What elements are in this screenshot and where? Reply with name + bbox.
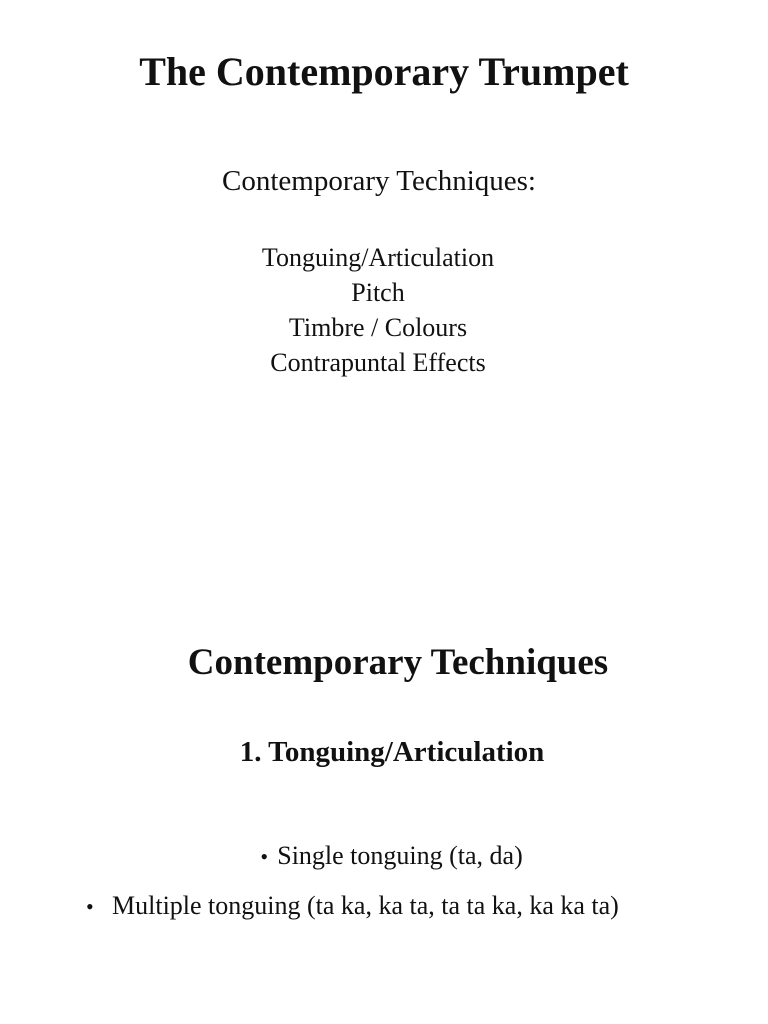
bullet-item	[0, 838, 768, 875]
slide-subtitle: Contemporary Techniques:	[222, 165, 536, 197]
slide-2	[0, 512, 768, 1024]
section-heading: 1. Tonguing/Articulation	[239, 736, 545, 768]
bullet-icon: •	[260, 844, 269, 869]
slide-title: Contemporary Techniques	[187, 642, 609, 683]
bullet-icon: •	[86, 894, 94, 919]
topic-item: Timbre / Colours	[288, 313, 468, 342]
bullet-text: Single tonguing (ta, da)	[277, 841, 523, 870]
slide-title: The Contemporary Trumpet	[139, 49, 629, 94]
bullet-text: Multiple tonguing (ta ka, ka ta, ta ta ka, ka ka ta)	[112, 891, 619, 920]
topic-list	[0, 240, 756, 380]
topic-item: Tonguing/Articulation	[261, 243, 495, 272]
topic-item: Contrapuntal Effects	[270, 348, 486, 377]
topic-item: Pitch	[351, 278, 405, 307]
